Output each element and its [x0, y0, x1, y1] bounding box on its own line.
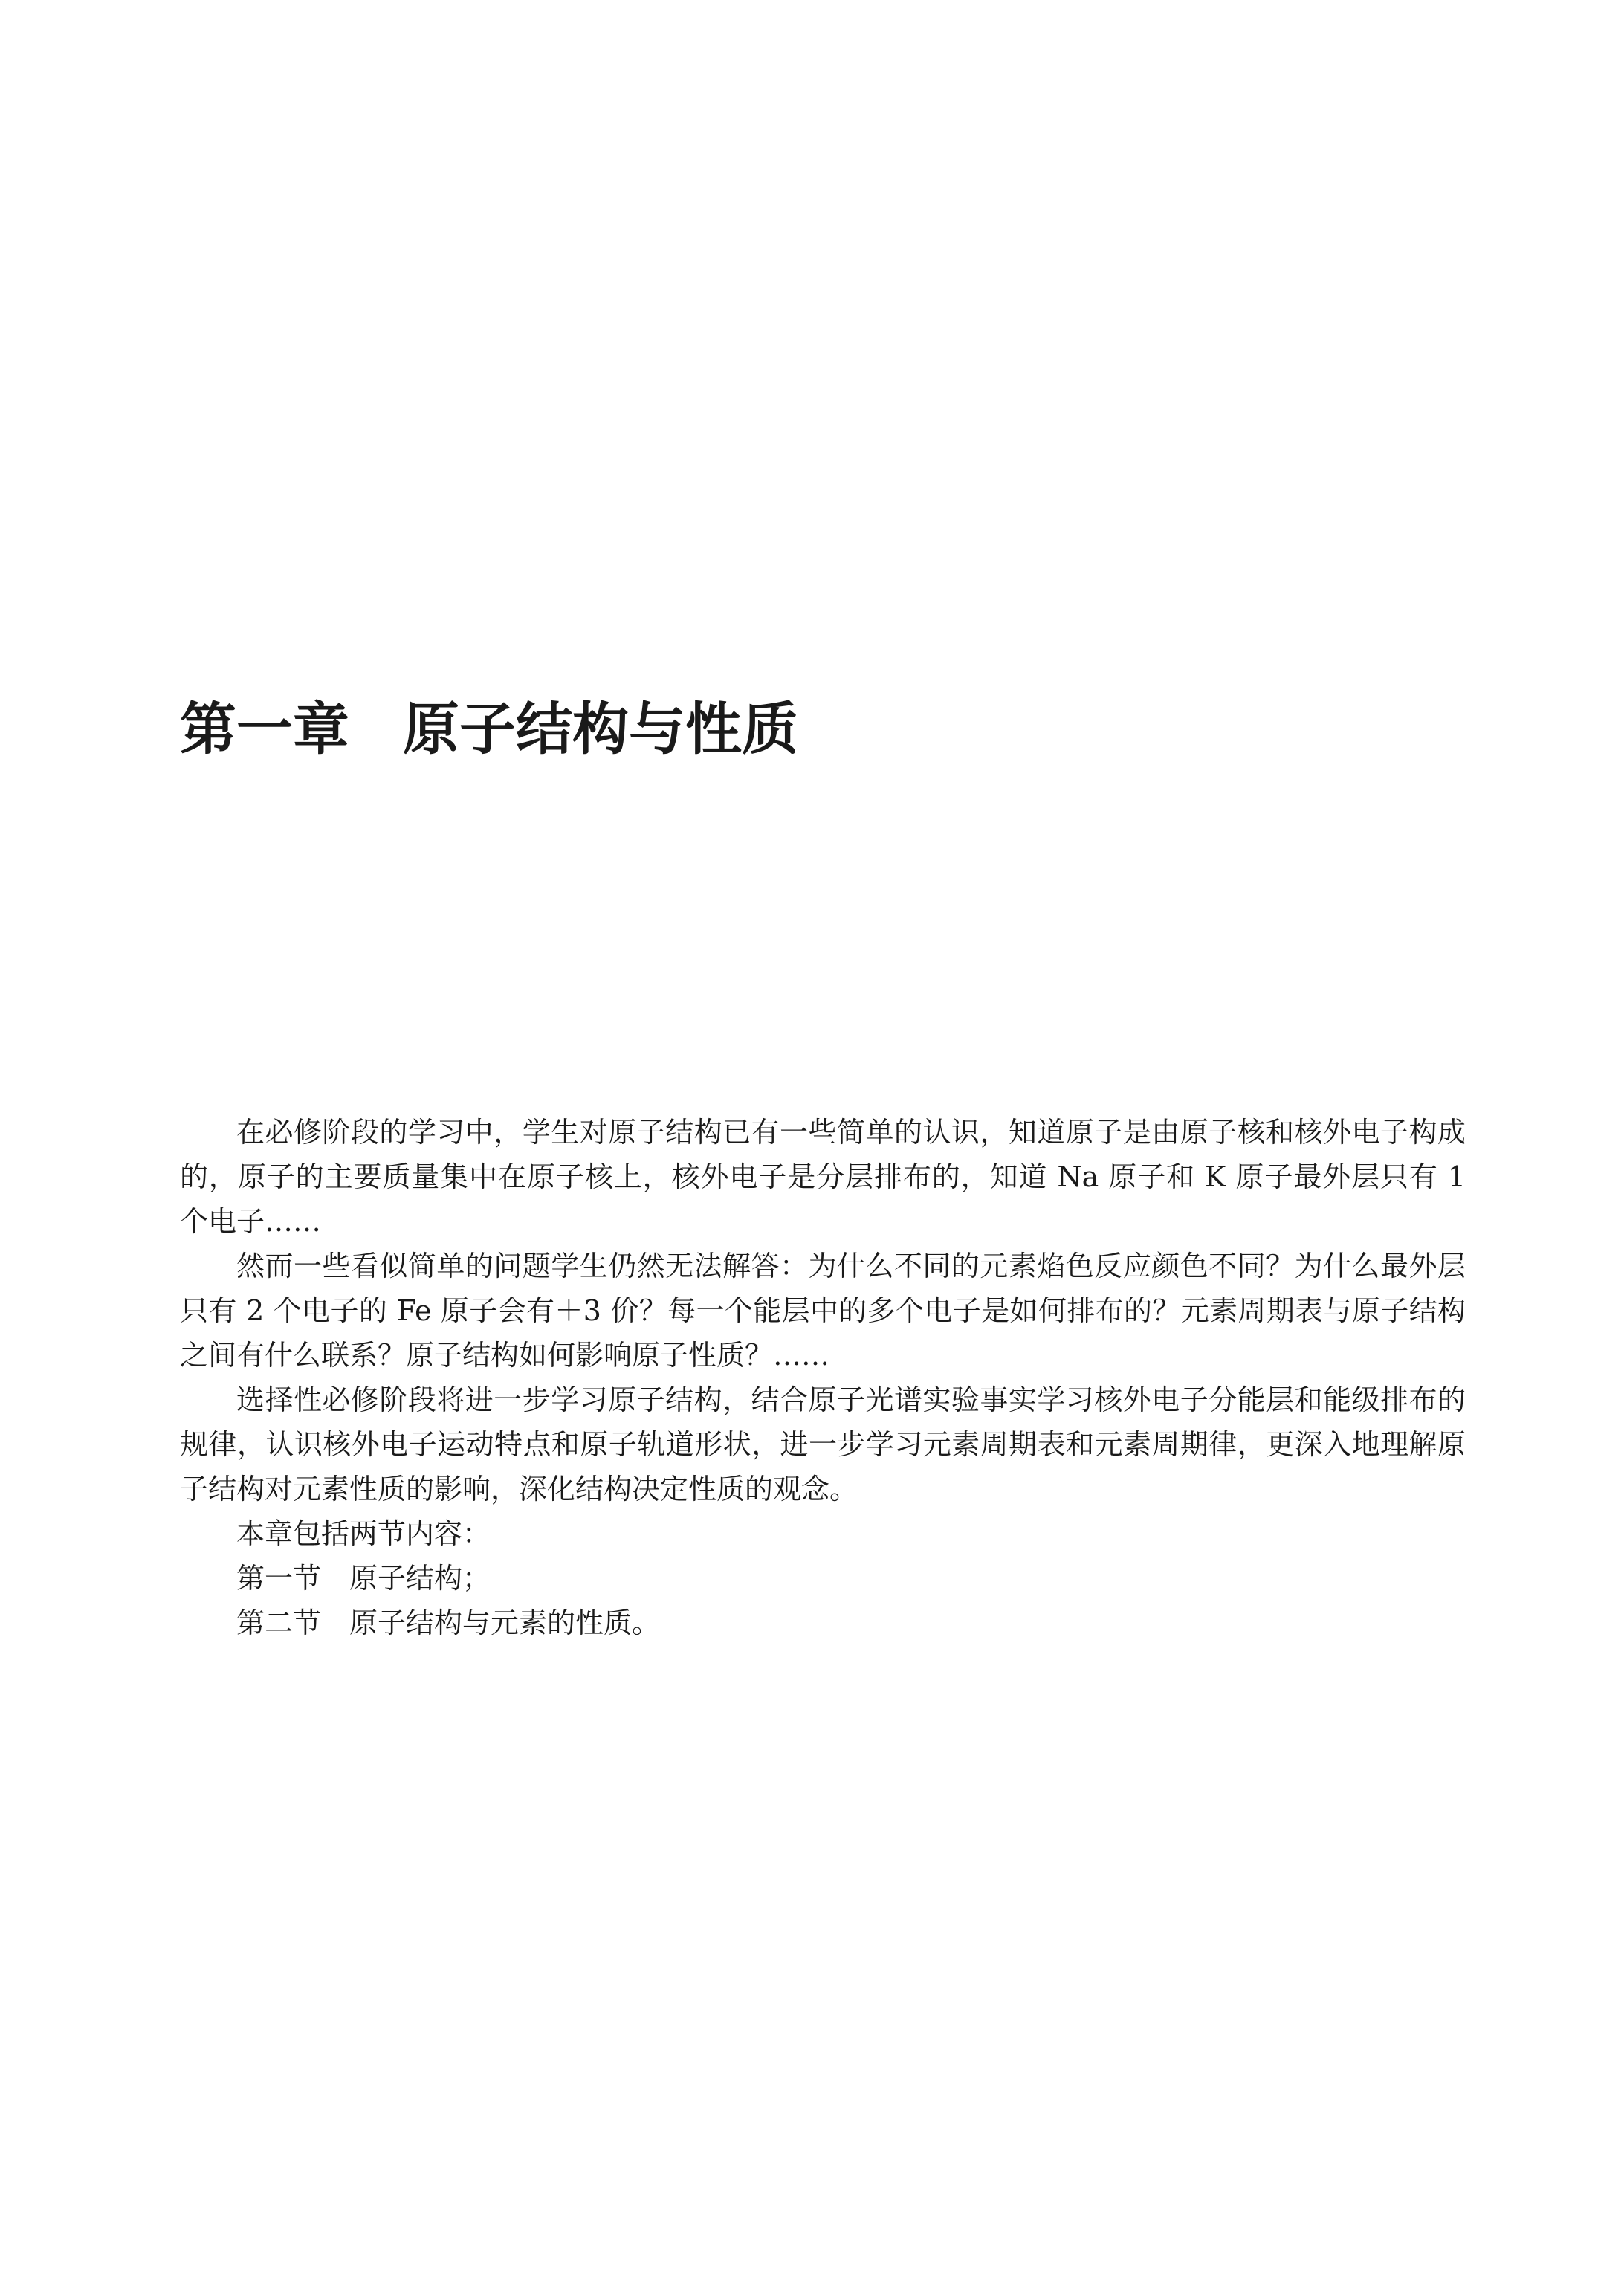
- chapter-title: [180, 695, 798, 763]
- section-title: 原子结构与元素的性质。: [349, 1607, 661, 1639]
- intro-paragraph-4: 本章包括两节内容：: [236, 1517, 491, 1550]
- section-item-2: [180, 1601, 1466, 1645]
- section-title: 原子结构；: [349, 1562, 491, 1595]
- chapter-number: 第一章: [180, 696, 349, 762]
- section-label: 第二节: [236, 1607, 322, 1639]
- chapter-name: 原子结构与性质: [403, 696, 798, 762]
- section-item-1: [180, 1556, 1466, 1601]
- intro-paragraph-3: 选择性必修阶段将进一步学习原子结构，结合原子光谱实验事实学习核外电子分能层和能级排布的规律，认识核外电子运动特点和原子轨道形状，进一步学习元素周期表和元素周期律，更深入地理解原子结构对元素性质的影响，深化结构决定性质的观念。: [180, 1383, 1466, 1505]
- section-label: 第一节: [236, 1562, 322, 1595]
- intro-paragraph-1: 在必修阶段的学习中，学生对原子结构已有一些简单的认识，知道原子是由原子核和核外电子构成的，原子的主要质量集中在原子核上，核外电子是分层排布的，知道 Na 原子和 K 原子最外层只有 1 个电子……: [180, 1116, 1466, 1238]
- intro-paragraph-2: 然而一些看似简单的问题学生仍然无法解答：为什么不同的元素焰色反应颜色不同？为什么最外层只有 2 个电子的 Fe 原子会有＋3 价？每一个能层中的多个电子是如何排布的？元素周期表与原子结构之间有什么联系？原子结构如何影响原子性质？……: [180, 1250, 1466, 1372]
- chapter-introduction: [180, 1110, 1466, 1645]
